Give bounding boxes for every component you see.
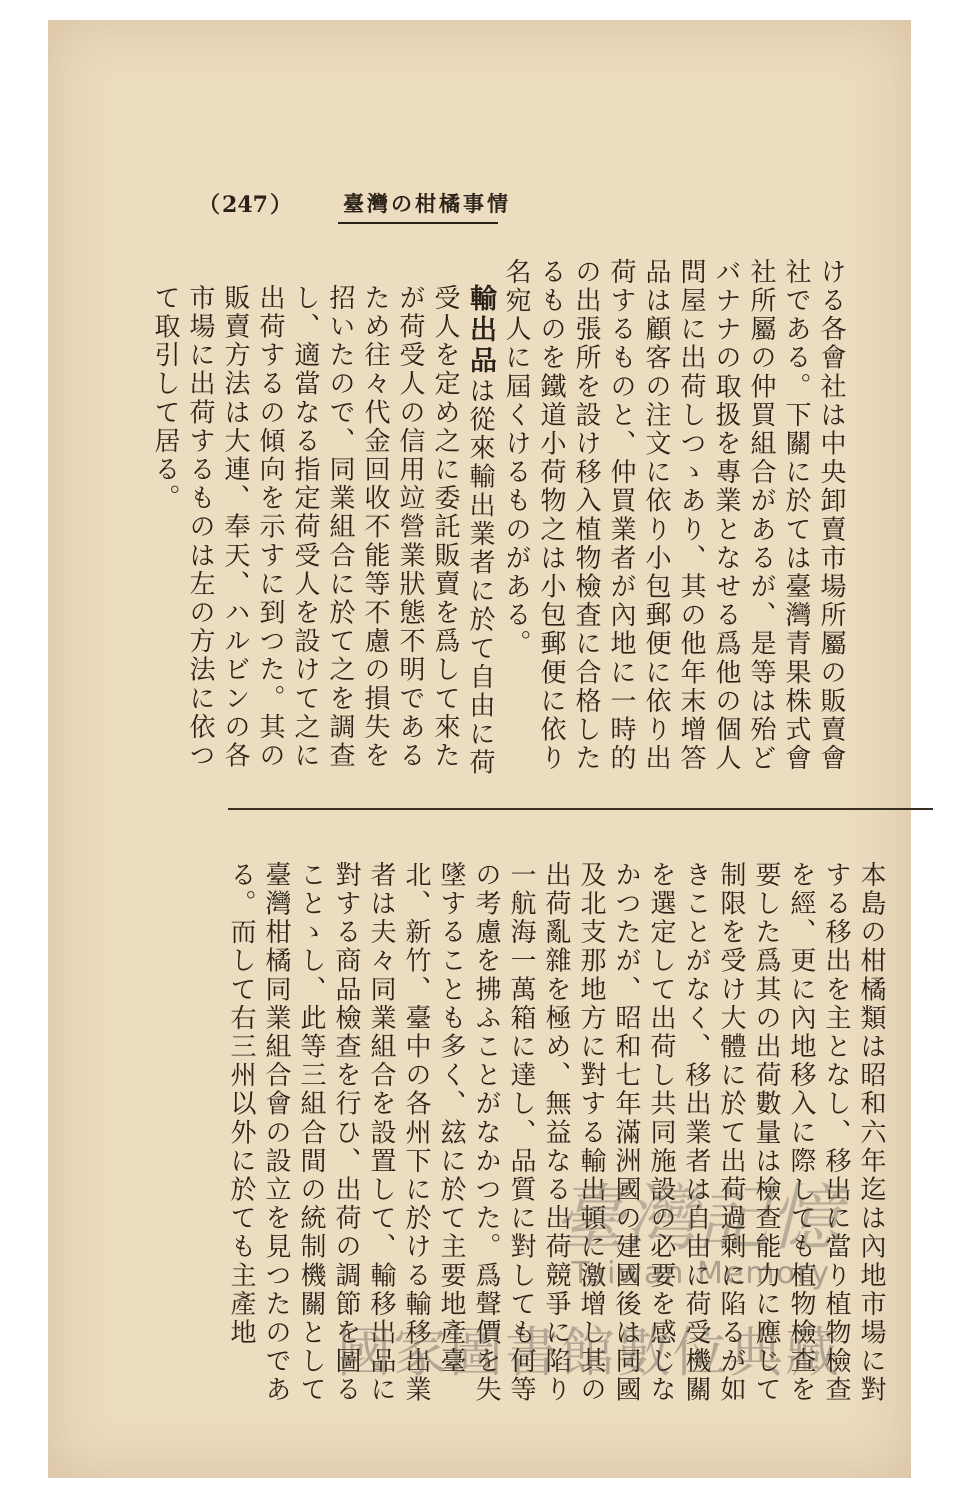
watermark-chinese: 國家圖書館數位典藏 xyxy=(337,1321,841,1384)
running-title: 臺灣の柑橘事情 xyxy=(343,192,511,216)
watermark-english: Taiwan Memory xyxy=(571,1256,831,1291)
top-paragraph-1: ける各會社は中央卸賣市場所屬の販賣會社である。下關に於ては臺灣青果株式會社所屬の仲買組合があるが、是等は殆どバナナの取扱を專業となせる爲他の個人問屋に出荷しつゝあり、其の他年末增答品は顧客の注文に依り小包郵便に依り出荷するものと、仲買業者が內地に一時的の出張所を設け移入植物檢査に合格したるものを鐵道小荷物之は小包郵便に依り名宛人に屆くけるものがある。 xyxy=(501,258,846,773)
export-heading: 輸出品 xyxy=(465,284,496,377)
page-number-value: 247 xyxy=(222,192,268,218)
bottom-paragraph-1: 本島の柑橘類は昭和六年迄は內地市場に對する移出を主となし、移出に當り植物檢查を經、更に內地移入に際しても植物檢查を要した爲其の出荷數量は檢查能力に應じて制限を受け大體に於て出荷過剩に陷るが如きことがなく、移出業者は自由に荷受機關を選定して出荷し共同施設の必要を感じなかつたが、昭和七年滿洲國の建國後は同國及北支那地方に對する輸出頓に激增し其の出荷亂雜を極め、無益なる出荷競爭に陷り一航海一萬箱に達し、品質に對しても何等の考慮を拂ふことがなかつた。爲聲價を失墜することも多く、玆に於て主要地產臺北、新竹、臺中の各州下に於ける輸移出業者は夫々同業組合を設置して、輸移出品に對する商品檢查を行ひ、出荷の調節を圖ることゝし、此等三組合間の統制機關として臺灣柑橘同業組合會の設立を見つたのである。而して右三州以外に於ても主產地 xyxy=(226,861,886,1405)
header-rule xyxy=(338,222,498,224)
watermark-logo-text: 臺灣記憶 xyxy=(552,1176,841,1260)
page-number xyxy=(198,188,292,219)
paren-close: ） xyxy=(269,192,292,218)
export-paragraph-text: は從來輸出業者に於て自由に荷受人を定め之に委託販賣を爲して來たが荷受人の信用竝營業狀態不明であるため往々代金回收不能等不慮の損失を招いたので、同業組合に於て之を調查し、適當なる指定荷受人を設けて之に出荷するの傾向を示すに到つた。其の販賣方法は大連、奉天、ハルビンの各市場に出荷するものは左の方法に依つて取引して居る。 xyxy=(150,284,495,778)
top-text-block xyxy=(150,258,848,778)
page-header xyxy=(198,188,511,222)
top-paragraph-2 xyxy=(147,284,498,778)
paren-open: （ xyxy=(198,192,221,218)
section-divider xyxy=(228,808,933,810)
document-page xyxy=(48,20,911,1478)
bottom-text-block xyxy=(228,835,888,1410)
